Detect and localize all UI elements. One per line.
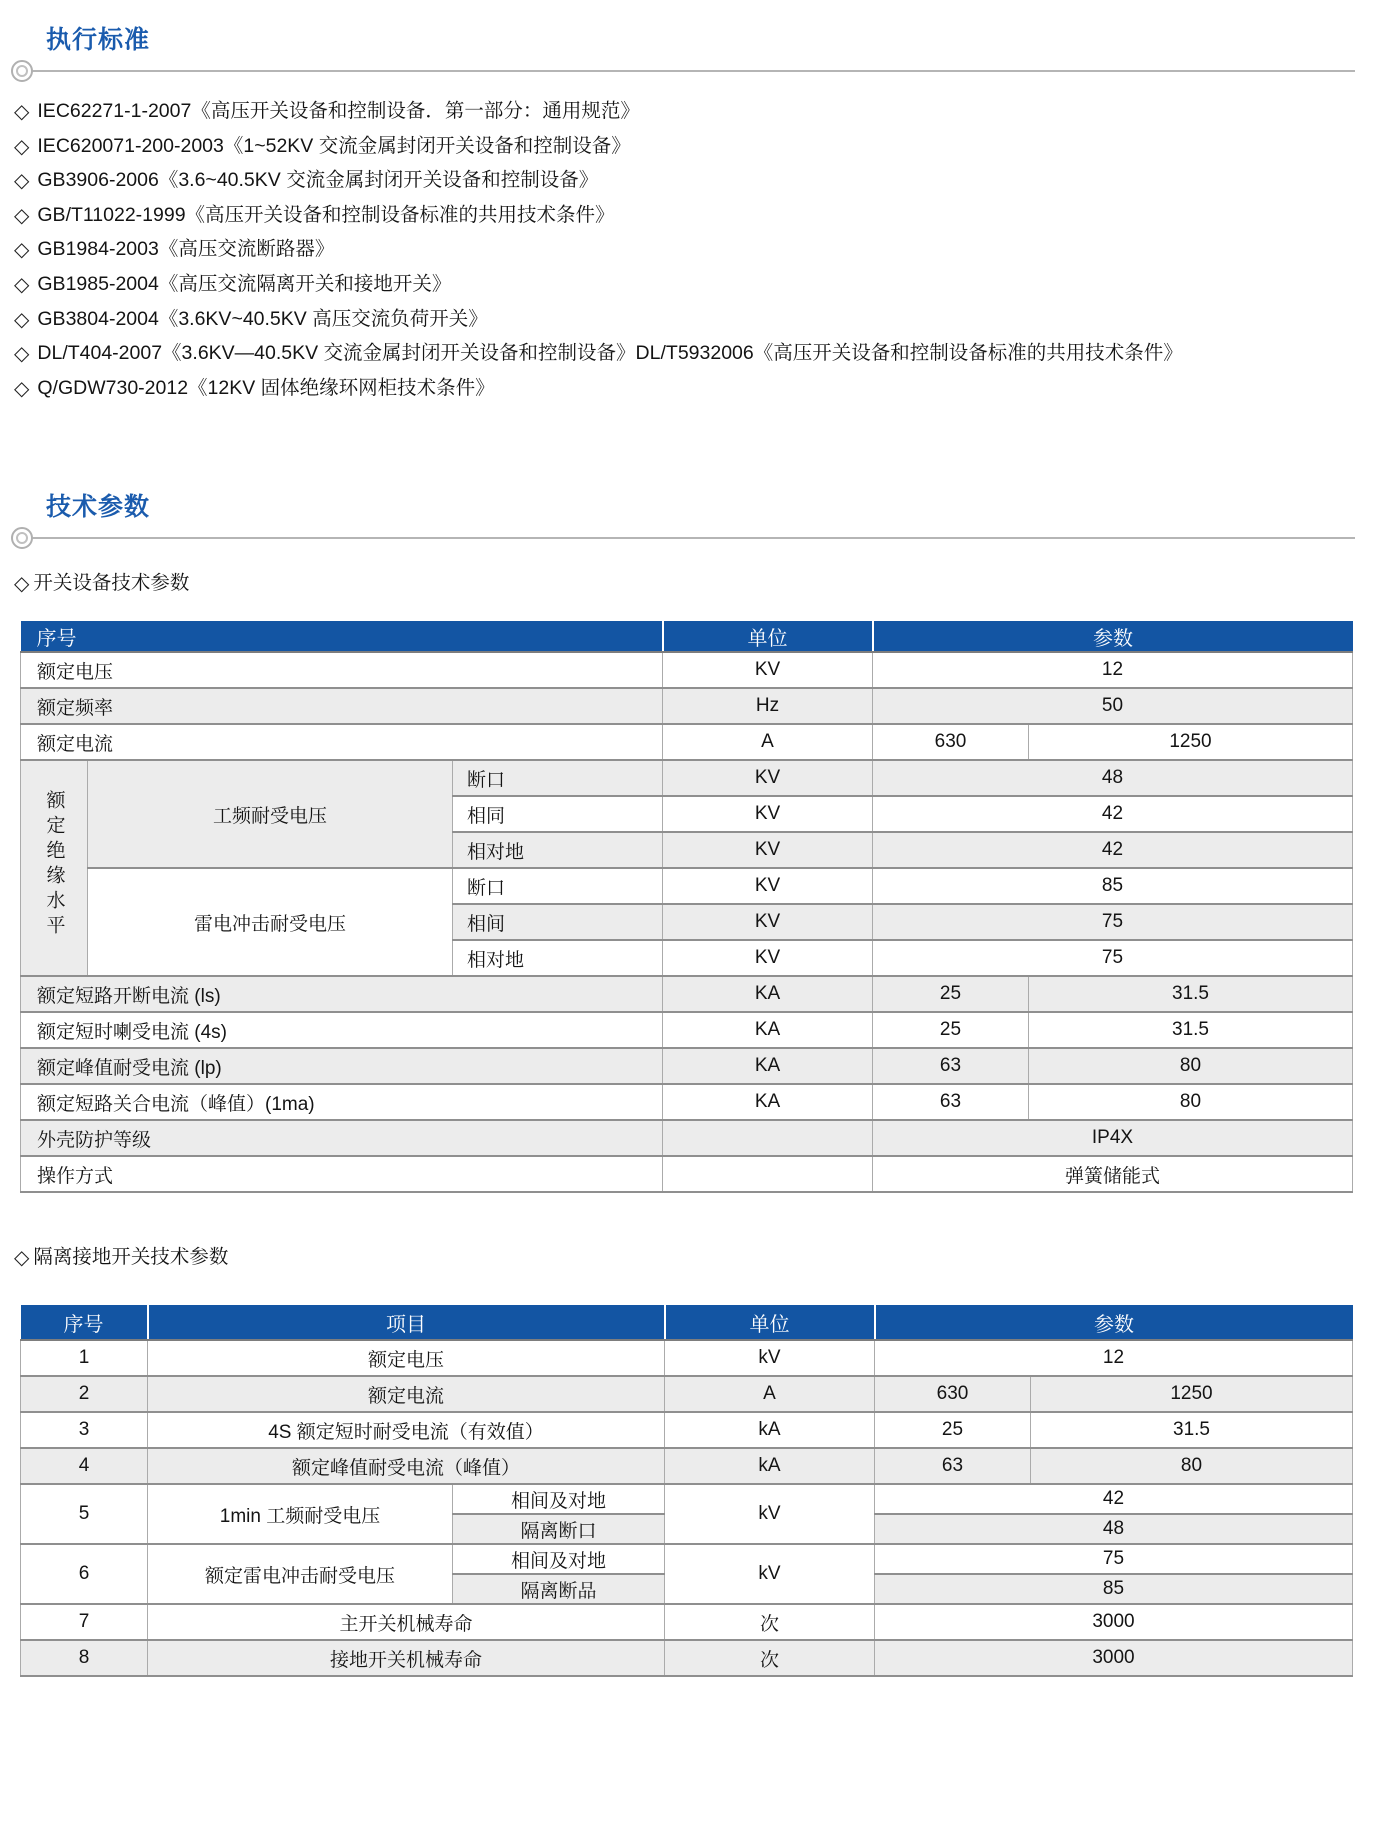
table-header-row	[21, 621, 1353, 652]
table-row	[21, 1084, 1353, 1120]
list-item	[14, 371, 1373, 406]
list-item	[14, 267, 1373, 302]
table-row	[21, 1604, 1353, 1640]
table-row	[21, 1412, 1353, 1448]
seq-cell: 4	[21, 1448, 148, 1484]
table-row	[21, 760, 1353, 796]
row-label: 额定电流	[148, 1376, 665, 1412]
row-label: 额定频率	[21, 688, 663, 724]
value-cell: 48	[873, 760, 1353, 796]
value-cell: 630	[875, 1376, 1031, 1412]
unit-cell: KV	[663, 652, 873, 688]
value-cell: 80	[1029, 1084, 1353, 1120]
switchgear-params-table	[20, 621, 1353, 1193]
value-cell: 80	[1029, 1048, 1353, 1084]
table-row	[21, 1156, 1353, 1192]
unit-cell: KA	[663, 1048, 873, 1084]
unit-cell: kA	[665, 1412, 875, 1448]
table-row	[21, 1048, 1353, 1084]
row-label: 外壳防护等级	[21, 1120, 663, 1156]
value-cell: IP4X	[873, 1120, 1353, 1156]
value-cell: 25	[873, 976, 1029, 1012]
li-group-cell: 雷电冲击耐受电压	[88, 868, 453, 976]
unit-cell: KV	[663, 940, 873, 976]
ring-ornament-icon	[11, 60, 33, 82]
unit-cell: KV	[663, 904, 873, 940]
seq-cell: 8	[21, 1640, 148, 1676]
sub-item: 隔离断口	[453, 1514, 665, 1544]
row-label: 额定短路开断电流 (ls)	[21, 976, 663, 1012]
row-label: 额定电流	[21, 724, 663, 760]
standards-title-rule	[0, 60, 1373, 84]
sub-item: 相对地	[453, 832, 663, 868]
diamond-bullet-icon: ◇	[14, 135, 30, 158]
unit-cell	[663, 1156, 873, 1192]
standard-text: IEC62271-1-2007《高压开关设备和控制设备．第一部分：通用规范》	[37, 100, 640, 122]
diamond-bullet-icon: ◇	[14, 1247, 30, 1270]
isolator-params-table	[20, 1305, 1353, 1677]
unit-cell: KA	[663, 1084, 873, 1120]
table-row	[21, 1448, 1353, 1484]
pf-group-cell: 工频耐受电压	[88, 760, 453, 868]
params-section-title: 技术参数	[46, 493, 151, 522]
list-item	[14, 163, 1373, 198]
params-title-rule	[0, 527, 1373, 551]
value-cell: 50	[873, 688, 1353, 724]
value-cell: 48	[875, 1514, 1353, 1544]
list-item	[14, 129, 1373, 164]
standard-text: GB1985-2004《高压交流隔离开关和接地开关》	[37, 272, 452, 295]
header-seq: 序号	[21, 621, 663, 652]
unit-cell: A	[665, 1376, 875, 1412]
header-seq: 序号	[21, 1305, 148, 1340]
header-unit: 单位	[665, 1305, 875, 1340]
table-row	[21, 1012, 1353, 1048]
table-row	[21, 976, 1353, 1012]
value-cell: 25	[875, 1412, 1031, 1448]
subtitle-text: 开关设备技术参数	[33, 572, 190, 595]
unit-cell: KA	[663, 1012, 873, 1048]
value-cell: 42	[873, 832, 1353, 868]
row-label: 接地开关机械寿命	[148, 1640, 665, 1676]
sub-item: 相间及对地	[453, 1484, 665, 1514]
standards-section-title: 执行标准	[46, 26, 151, 54]
rule-line	[30, 70, 1355, 72]
value-cell: 12	[873, 652, 1353, 688]
unit-cell	[663, 1120, 873, 1156]
isolator-params-subtitle	[14, 1241, 1373, 1269]
diamond-bullet-icon: ◇	[14, 573, 30, 596]
standard-text: GB3906-2006《3.6~40.5KV 交流金属封闭开关设备和控制设备》	[37, 169, 599, 192]
row-label: 额定峰值耐受电流 (lp)	[21, 1048, 663, 1084]
list-item	[14, 232, 1373, 267]
value-cell: 1250	[1031, 1376, 1353, 1412]
unit-cell: kA	[665, 1448, 875, 1484]
sub-item: 相间	[453, 904, 663, 940]
value-cell: 12	[875, 1340, 1353, 1376]
row-label: 额定电压	[21, 652, 663, 688]
value-cell: 630	[873, 724, 1029, 760]
unit-cell: KA	[663, 976, 873, 1012]
seq-cell: 1	[21, 1340, 148, 1376]
unit-cell: KV	[663, 832, 873, 868]
seq-cell: 2	[21, 1376, 148, 1412]
unit-cell: kV	[665, 1484, 875, 1544]
seq-cell: 5	[21, 1484, 148, 1544]
value-cell: 1250	[1029, 724, 1353, 760]
insulation-group-cell	[21, 760, 88, 976]
standard-text: DL/T404-2007《3.6KV—40.5KV 交流金属封闭开关设备和控制设备》DL/T5932006《高压开关设备和控制设备标准的共用技术条件》	[37, 342, 1183, 365]
standard-text: GB3804-2004《3.6KV~40.5KV 高压交流负荷开关》	[37, 307, 488, 330]
group-label: 1min 工频耐受电压	[148, 1484, 453, 1544]
value-cell: 31.5	[1029, 1012, 1353, 1048]
diamond-bullet-icon: ◇	[14, 343, 30, 366]
ring-ornament-icon	[11, 527, 33, 549]
list-item	[14, 198, 1373, 233]
row-label: 额定短路关合电流（峰值）(1ma)	[21, 1084, 663, 1120]
table-header-row	[21, 1305, 1353, 1340]
row-label: 额定电压	[148, 1340, 665, 1376]
table-row	[21, 724, 1353, 760]
diamond-bullet-icon: ◇	[14, 170, 30, 193]
group-label: 额定雷电冲击耐受电压	[148, 1544, 453, 1604]
row-label: 额定短时喇受电流 (4s)	[21, 1012, 663, 1048]
row-label: 4S 额定短时耐受电流（有效值）	[148, 1412, 665, 1448]
unit-cell: Hz	[663, 688, 873, 724]
value-cell: 31.5	[1031, 1412, 1353, 1448]
switchgear-params-subtitle	[14, 567, 1373, 595]
seq-cell: 7	[21, 1604, 148, 1640]
value-cell: 63	[873, 1048, 1029, 1084]
sub-item: 断口	[453, 868, 663, 904]
value-cell: 31.5	[1029, 976, 1353, 1012]
value-cell: 42	[873, 796, 1353, 832]
value-cell: 80	[1031, 1448, 1353, 1484]
table-row	[21, 1640, 1353, 1676]
table-row	[21, 1340, 1353, 1376]
header-unit: 单位	[663, 621, 873, 652]
standard-text: IEC620071-200-2003《1~52KV 交流金属封闭开关设备和控制设备》	[37, 134, 631, 157]
unit-cell: A	[663, 724, 873, 760]
sub-item: 相对地	[453, 940, 663, 976]
diamond-bullet-icon: ◇	[14, 101, 30, 123]
sub-item: 相间及对地	[453, 1544, 665, 1574]
sub-item: 隔离断品	[453, 1574, 665, 1604]
table-row	[21, 652, 1353, 688]
standard-text: Q/GDW730-2012《12KV 固体绝缘环网柜技术条件》	[37, 376, 495, 399]
value-cell: 63	[875, 1448, 1031, 1484]
diamond-bullet-icon: ◇	[14, 204, 30, 227]
table-row	[21, 1376, 1353, 1412]
value-cell: 85	[873, 868, 1353, 904]
list-item	[14, 302, 1373, 337]
diamond-bullet-icon: ◇	[14, 273, 30, 296]
diamond-bullet-icon: ◇	[14, 377, 30, 400]
row-label: 额定峰值耐受电流（峰值）	[148, 1448, 665, 1484]
table-row	[21, 868, 1353, 904]
unit-cell: 次	[665, 1640, 875, 1676]
unit-cell: KV	[663, 760, 873, 796]
header-item: 项目	[148, 1305, 665, 1340]
sub-item: 断口	[453, 760, 663, 796]
table-row	[21, 1484, 1353, 1514]
value-cell: 3000	[875, 1640, 1353, 1676]
table-row	[21, 1120, 1353, 1156]
value-cell: 75	[875, 1544, 1353, 1574]
value-cell: 75	[873, 904, 1353, 940]
list-item	[14, 336, 1373, 371]
table-row	[21, 688, 1353, 724]
header-param: 参数	[875, 1305, 1353, 1340]
value-cell: 85	[875, 1574, 1353, 1604]
table-row	[21, 1544, 1353, 1574]
diamond-bullet-icon: ◇	[14, 308, 30, 331]
row-label: 操作方式	[21, 1156, 663, 1192]
rule-line	[30, 537, 1355, 539]
value-cell: 63	[873, 1084, 1029, 1120]
unit-cell: KV	[663, 868, 873, 904]
diamond-bullet-icon: ◇	[14, 239, 30, 262]
seq-cell: 3	[21, 1412, 148, 1448]
unit-cell: kV	[665, 1340, 875, 1376]
standard-text: GB/T11022-1999《高压开关设备和控制设备标准的共用技术条件》	[37, 203, 615, 226]
seq-cell: 6	[21, 1544, 148, 1604]
value-cell: 75	[873, 940, 1353, 976]
value-cell: 42	[875, 1484, 1353, 1514]
insulation-group-label: 额定绝缘水平	[43, 790, 65, 941]
unit-cell: kV	[665, 1544, 875, 1604]
sub-item: 相同	[453, 796, 663, 832]
standards-list	[14, 94, 1373, 405]
row-label: 主开关机械寿命	[148, 1604, 665, 1640]
value-cell: 25	[873, 1012, 1029, 1048]
standard-text: GB1984-2003《高压交流断路器》	[37, 238, 335, 261]
list-item	[14, 94, 1373, 129]
header-param: 参数	[873, 621, 1353, 652]
value-cell: 3000	[875, 1604, 1353, 1640]
unit-cell: 次	[665, 1604, 875, 1640]
subtitle-text: 隔离接地开关技术参数	[33, 1246, 229, 1269]
unit-cell: KV	[663, 796, 873, 832]
value-cell: 弹簧储能式	[873, 1156, 1353, 1192]
